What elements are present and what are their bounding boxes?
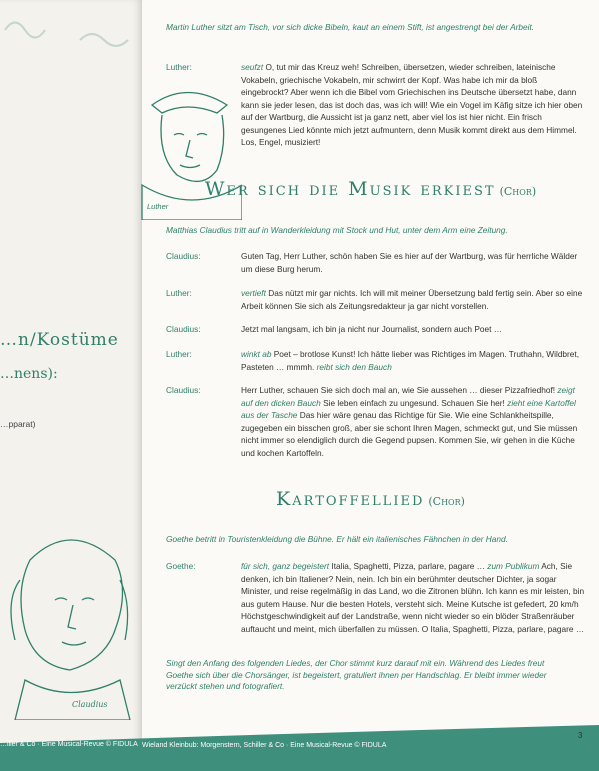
speech-text: Italia, Spaghetti, Pizza, parlare, pagare … bbox=[329, 561, 488, 571]
song-tag: (Chor) bbox=[499, 185, 537, 198]
speech-text: Ach, Sie denken, ich bin Italiener? Nein, nein. Ich bin ein berühmter deutscher Dichter, ja sogar Minister, und reise regelmäßig in das Land, wo die Zitronen blühn. Ich kann es mir leisten, bin aus gutem Hause. Nur die besten Hotels, versteht sich. Meine Kutsche ist gefedert, 20 km/h Höchstgeschwindigkeit auf der Landstraße, wenn nicht wieder so ein blöder Straßenräuber auftaucht und meint, mich überfallen zu müssen. O Italia, Spaghetti, Pizza, parlare, pagare … bbox=[241, 561, 585, 634]
luther-caption: Luther bbox=[147, 202, 169, 211]
stage-direction: winkt ab bbox=[241, 349, 272, 359]
speaker-luther: Luther: bbox=[166, 349, 192, 359]
speaker-luther: Luther: bbox=[166, 62, 192, 72]
speech-text: O, tut mir das Kreuz weh! Schreiben, übersetzen, wieder schreiben, lateinische Vokabeln, griechische Vokabeln, mir schwirrt der Kopf. Was habe ich mir da bloß eingebrockt? Aber wenn ich die Bibel vom Griechischen ins Deutsche übersetzt habe, dann kann sie jeder lesen, das ist doch das, was ich will! Wie ein Vogel im Käfig sitze ich hier oben auf der Wartburg, die Aussicht ist ja ganz nett, aber viel los ist hier nicht. Ein frisch gesungenes Lied könnte mich jetzt aufmuntern, denn Musik kommt direkt aus dem Himmel. Los, Engel, musiziert! bbox=[241, 62, 583, 147]
page-number: 3 bbox=[578, 731, 583, 740]
speech-text: Herr Luther, schauen Sie sich doch mal an, wie Sie aussehen … dieser Pizzafriedhof! bbox=[241, 385, 558, 395]
left-footer-credit: …iller & Co · Eine Musical-Revue © FIDULA bbox=[0, 741, 138, 748]
song-title-text: Wer sich die Musik erkiest bbox=[204, 178, 496, 200]
song-tag: (Chor) bbox=[428, 495, 465, 508]
song-title-1 bbox=[142, 178, 599, 200]
speaker-claudius: Claudius: bbox=[166, 385, 201, 395]
footer-credit: Wieland Kleinbub: Morgenstern, Schiller & Co · Eine Musical-Revue © FIDULA bbox=[142, 742, 387, 749]
song-title-2 bbox=[142, 488, 599, 510]
speech-text: Poet – brotlose Kunst! Ich hätte lieber was Richtiges im Magen. Truthahn, Wildbret, Pasteten … mmmh. bbox=[241, 349, 580, 372]
speaker-claudius: Claudius: bbox=[166, 251, 201, 261]
speech-luther-2 bbox=[241, 348, 586, 373]
left-subheading: …nens): bbox=[0, 366, 58, 382]
stage-direction-intro: Martin Luther sitzt am Tisch, vor sich dicke Bibeln, kaut an einem Stift, ist angestrengt bei der Arbeit. bbox=[166, 22, 535, 32]
stage-direction: zeigt auf den dicken Bauch bbox=[241, 385, 575, 408]
stage-direction: für sich, ganz begeistert bbox=[241, 561, 330, 571]
speech-claudius-1: Guten Tag, Herr Luther, schön haben Sie es hier auf der Wartburg, was für herrliche Wälder um diese Burg herum. bbox=[241, 251, 578, 274]
speaker-luther: Luther: bbox=[166, 288, 192, 298]
speaker-goethe: Goethe: bbox=[166, 561, 196, 571]
speech-text: Sie leben einfach zu ungesund. Schauen Sie her! bbox=[320, 397, 508, 408]
speaker-claudius: Claudius: bbox=[166, 324, 201, 334]
stage-direction: vertieft bbox=[241, 288, 266, 298]
claudius-caption: Claudius bbox=[72, 700, 108, 709]
speech-claudius-3 bbox=[241, 384, 586, 459]
stage-direction: zum Publikum bbox=[487, 561, 540, 571]
stage-direction: zieht eine Kartoffel aus der Tasche bbox=[241, 397, 576, 420]
speech-goethe bbox=[241, 560, 586, 635]
speech-luther-monologue bbox=[241, 61, 586, 149]
stage-direction-goethe: Goethe betritt in Touristenkleidung die Bühne. Er hält ein italienisches Fähnchen in der Hand. bbox=[166, 534, 508, 544]
stage-direction-song: Singt den Anfang des folgenden Liedes, der Chor stimmt kurz darauf mit ein. Während des Liedes freut Goethe sich über die Chorsänger, ist begeistert, gratuliert ihnen per Handschlag. Er bleibt immer wieder verzückt stehen und fotografiert. bbox=[166, 658, 547, 691]
script-page bbox=[142, 0, 599, 771]
left-small-text: …pparat) bbox=[0, 419, 36, 429]
speech-luther-1 bbox=[241, 287, 586, 312]
stage-direction: seufzt bbox=[241, 62, 264, 72]
stage-direction-claudius: Matthias Claudius tritt auf in Wanderkleidung mit Stock und Hut, unter dem Arm eine Zeitung. bbox=[166, 225, 508, 235]
song-title-text: Kartoffellied bbox=[276, 488, 425, 510]
left-heading: …n/Kostüme bbox=[0, 330, 119, 350]
claudius-portrait-icon bbox=[0, 520, 140, 720]
stage-direction: reibt sich den Bauch bbox=[316, 361, 392, 372]
speech-text: Das hier wäre genau das Richtige für Sie. Wie eine Schlankheitspille, zugegeben ein bisschen groß, aber sie schont Ihren Magen, schmeckt gut, und Sie müssen nicht immer so elendiglich durch die Gegend pupsen. Kommen Sie, wir gehen in die Küche und kochen Kartoffeln. bbox=[241, 410, 578, 458]
speech-text: Das nützt mir gar nichts. Ich will mit meiner Übersetzung bald fertig sein. Aber so eine Arbeit können Sie sich als Zeitungsredakteur ja gar nicht vorstellen. bbox=[241, 288, 583, 311]
speech-claudius-2: Jetzt mal langsam, ich bin ja nicht nur Journalist, sondern auch Poet … bbox=[241, 324, 503, 334]
